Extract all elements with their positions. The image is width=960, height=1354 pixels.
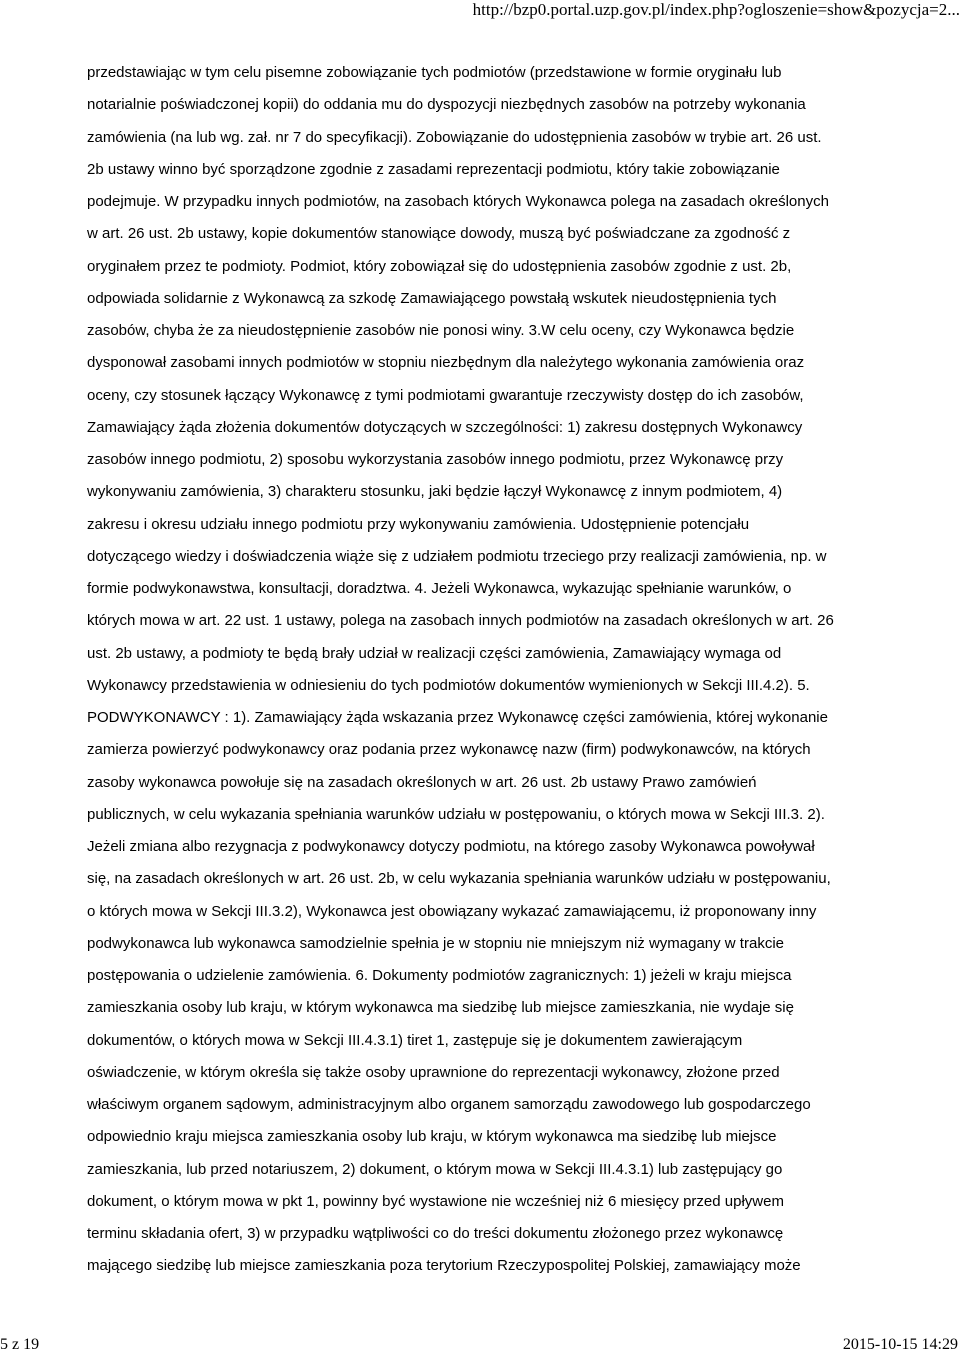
text-line: notarialnie poświadczonej kopii) do oddania mu do dyspozycji niezbędnych zasobów na potrzeby wykonania (87, 96, 806, 114)
text-line: zamówienia (na lub wg. zał. nr 7 do specyfikacji). Zobowiązanie do udostępnienia zasobów w trybie art. 26 ust. (87, 128, 822, 146)
text-line: zamieszkania osoby lub kraju, w którym wykonawca ma siedzibę lub miejsce zamieszkania, nie wydaje się (87, 999, 794, 1017)
text-line: zasobów, chyba że za nieudostępnienie zasobów nie ponosi winy. 3.W celu oceny, czy Wykonawca będzie (87, 322, 795, 339)
text-line: podejmuje. W przypadku innych podmiotów, na zasobach których Wykonawca polega na zasadach określonych (87, 193, 829, 210)
text-line: odpowiada solidarnie z Wykonawcą za szkodę Zamawiającego powstałą wskutek nieudostępnienia tych (87, 289, 777, 307)
text-line: mającego siedzibę lub miejsce zamieszkania poza terytorium Rzeczypospolitej Polskiej, zamawiający może (87, 1257, 801, 1275)
text-line: oświadczenie, w którym określa się także osoby uprawnione do reprezentacji wykonawcy, złożone przed (87, 1063, 780, 1081)
text-line: publicznych, w celu wykazania spełniania warunków udziału w postępowaniu, o których mowa w Sekcji III.3. 2). (87, 805, 825, 823)
text-line: terminu składania ofert, 3) w przypadku wątpliwości co do treści dokumentu złożonego przez wykonawcę (87, 1225, 784, 1242)
text-line: dokumentów, o których mowa w Sekcji III.4.3.1) tiret 1, zastępuje się je dokumentem zawierającym (87, 1031, 743, 1049)
page-number: 5 z 19 (0, 1336, 40, 1353)
text-line: oryginałem przez te podmioty. Podmiot, który zobowiązał się do udostępnienia zasobów zgodnie z ust. 2b, (87, 257, 792, 275)
text-line: podwykonawca lub wykonawca samodzielnie spełnia je w stopniu nie mniejszym niż wymagany w trakcie (87, 934, 784, 952)
text-line: w art. 26 ust. 2b ustawy, kopie dokumentów stanowiące dowody, muszą być poświadczane za zgodność z (87, 225, 791, 243)
text-line: się, na zasadach określonych w art. 26 ust. 2b, w celu wykazania spełniania warunków udziału w postępowaniu, (87, 870, 831, 888)
text-line: odpowiednio kraju miejsca zamieszkania osoby lub kraju, w którym wykonawca ma siedzibę lub miejsce (87, 1128, 777, 1146)
text-line: Jeżeli zmiana albo rezygnacja z podwykonawcy dotyczy podmiotu, na którego zasoby Wykonawca powoływał (87, 838, 815, 855)
text-line: formie podwykonawstwa, konsultacji, doradztwa. 4. Jeżeli Wykonawca, wykazując spełnianie warunków, o (87, 580, 792, 597)
text-line: oceny, czy stosunek łączący Wykonawcę z tymi podmiotami gwarantuje rzeczywisty dostęp do ich zasobów, (87, 386, 804, 404)
text-line: o których mowa w Sekcji III.3.2), Wykonawca jest obowiązany wykazać zamawiającemu, iż proponowany inny (87, 902, 817, 920)
text-line: zasobów innego podmiotu, 2) sposobu wykorzystania zasobów innego podmiotu, przez Wykonawcę przy (87, 451, 784, 468)
text-line: zamieszkania, lub przed notariuszem, 2) dokument, o którym mowa w Sekcji III.4.3.1) lub zastępujący go (87, 1160, 783, 1178)
text-line: dysponował zasobami innych podmiotów w stopniu niezbędnym dla należytego wykonania zamówienia oraz (87, 354, 805, 372)
text-line: których mowa w art. 22 ust. 1 ustawy, polega na zasobach innych podmiotów na zasadach określonych w art. 26 (87, 612, 834, 630)
text-line: 2b ustawy winno być sporządzone zgodnie z zasadami reprezentacji podmiotu, który takie zobowiązanie (87, 160, 780, 178)
text-line: dotyczącego wiedzy i doświadczenia wiąże się z udziałem podmiotu trzeciego przy realizacji zamówienia, np. w (87, 547, 827, 565)
text-line: Zamawiający żąda złożenia dokumentów dotyczących w szczególności: 1) zakresu dostępnych Wykonawcy (87, 418, 803, 436)
text-line: właściwym organem sądowym, administracyjnym albo organem samorządu zawodowego lub gospodarczego (87, 1096, 811, 1113)
text-line: PODWYKONAWCY : 1). Zamawiający żąda wskazania przez Wykonawcę części zamówienia, której wykonanie (87, 709, 828, 726)
text-line: zamierza powierzyć podwykonawcy oraz podania przez wykonawcę nazw (firm) podwykonawców, na których (87, 741, 811, 759)
text-line: Wykonawcy przedstawienia w odniesieniu do tych podmiotów dokumentów wymienionych w Sekcji III.4.2). 5. (87, 676, 810, 694)
text-line: ust. 2b ustawy, a podmioty te będą brały udział w realizacji części zamówienia, Zamawiający wymaga od (87, 644, 782, 662)
page-url: http://bzp0.portal.uzp.gov.pl/index.php?ogloszenie=show&pozycja=2... (472, 0, 960, 19)
text-line: zasoby wykonawca powołuje się na zasadach określonych w art. 26 ust. 2b ustawy Prawo zamówień (87, 773, 757, 791)
print-datetime: 2015-10-15 14:29 (842, 1336, 958, 1353)
text-line: postępowania o udzielenie zamówienia. 6. Dokumenty podmiotów zagranicznych: 1) jeżeli w kraju miejsca (87, 967, 792, 984)
text-line: wykonywaniu zamówienia, 3) charakteru stosunku, jaki będzie łączył Wykonawcę z innym podmiotem, 4) (87, 483, 783, 501)
text-line: dokument, o którym mowa w pkt 1, powinny być wystawione nie wcześniej niż 6 miesięcy przed upływem (87, 1192, 784, 1210)
text-line: zakresu i okresu udziału innego podmiotu przy wykonywaniu zamówienia. Udostępnienie potencjału (87, 515, 750, 533)
document-body (87, 57, 887, 1283)
text-line: przedstawiając w tym celu pisemne zobowiązanie tych podmiotów (przedstawione w formie oryginału lub (87, 64, 782, 81)
